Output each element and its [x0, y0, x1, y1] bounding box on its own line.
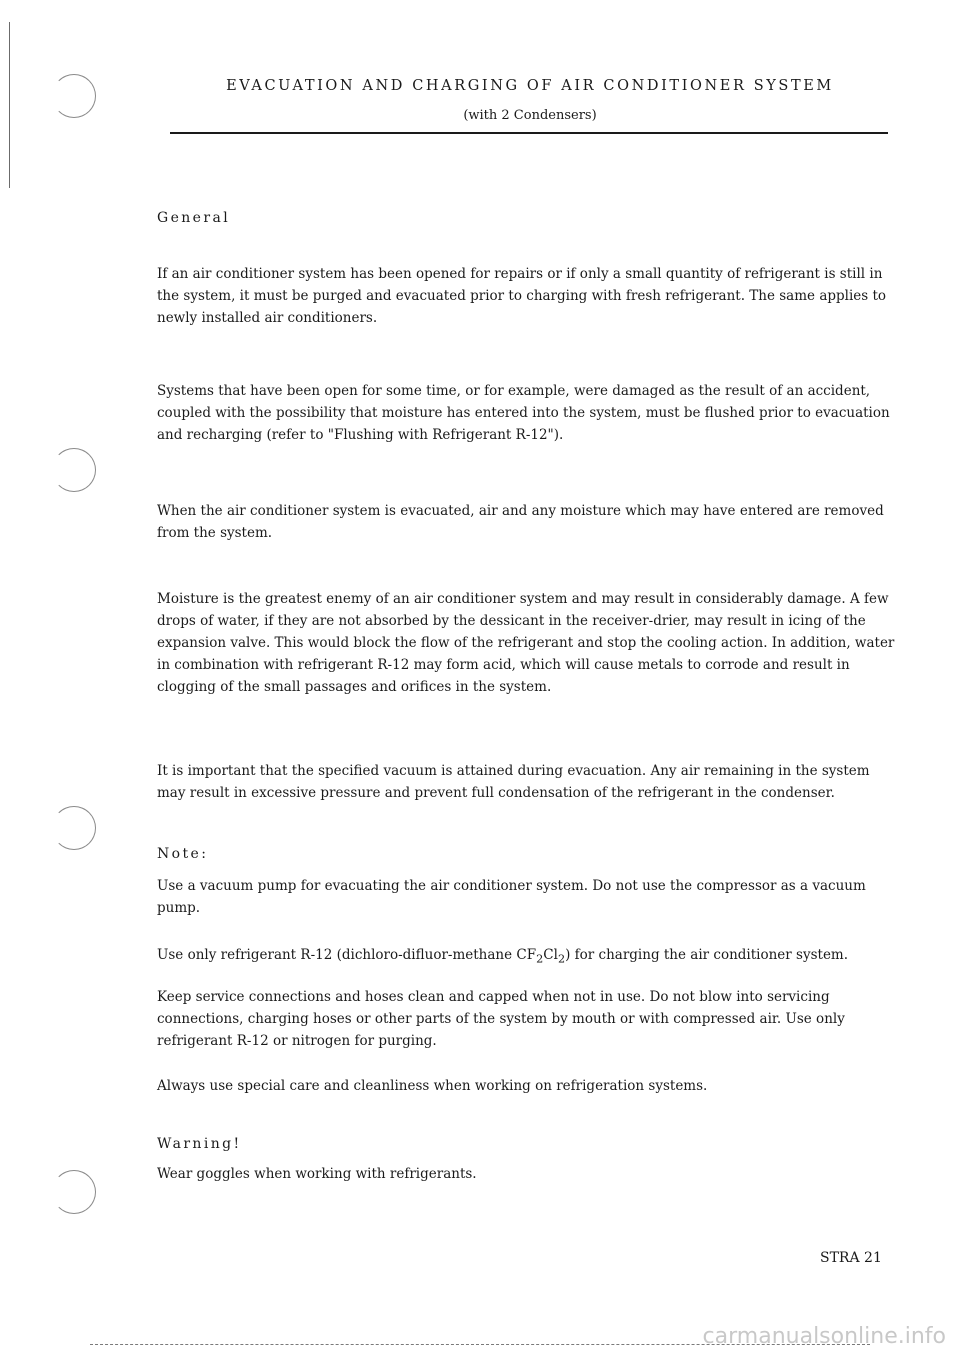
note-refrigerant-text: ) for charging the air conditioner system.: [565, 947, 849, 963]
formula-subscript: 2: [536, 952, 544, 966]
formula-subscript: 2: [557, 952, 566, 966]
title-underline: [170, 132, 888, 134]
section-heading-warning: Warning!: [157, 1136, 242, 1152]
paragraph-moisture: Moisture is the greatest enemy of an air conditioner system and may result in considerably damage. A few drops of water, if they are not absorbed by the dessicant in the receiver-drier, may result in icing of the expansion valve. This would block the flow of the refrigerant and stop the cooling action. In addition, water in combination with refrigerant R-12 may form acid, which will cause metals to corrode and result in clogging of the small passages and orifices in the system.: [157, 591, 895, 695]
formula-text: Cl: [543, 947, 558, 963]
punch-hole-icon: [52, 1170, 96, 1214]
punch-hole-icon: [52, 448, 96, 492]
section-heading-general: General: [157, 210, 231, 226]
paragraph-evacuation: When the air conditioner system is evacuated, air and any moisture which may have entered are removed from the system.: [157, 503, 884, 541]
site-watermark: carmanualsonline.info: [702, 1324, 946, 1349]
page-subtitle: (with 2 Condensers): [463, 108, 597, 123]
paragraph-vacuum: It is important that the specified vacuum is attained during evacuation. Any air remaining in the system may result in excessive pressure and prevent full condensation of the refrigerant in the condenser.: [157, 763, 870, 801]
warning-goggles: Wear goggles when working with refrigerants.: [157, 1166, 477, 1182]
binder-margin-line: [9, 22, 10, 188]
page-code: STRA 21: [820, 1250, 882, 1266]
note-service-connections: Keep service connections and hoses clean and capped when not in use. Do not blow into servicing connections, charging hoses or other parts of the system by mouth or with compressed air. Use only refrigerant R-12 or nitrogen for purging.: [157, 989, 845, 1049]
note-refrigerant-text: Use only refrigerant R-12 (dichloro-difluor-methane CF: [157, 947, 537, 963]
note-cleanliness: Always use special care and cleanliness when working on refrigeration systems.: [157, 1078, 708, 1094]
paragraph-flushing: Systems that have been open for some time, or for example, were damaged as the result of an accident, coupled with the possibility that moisture has entered into the system, must be flushed prior to evacuation and recharging (refer to "Flushing with Refrigerant R-12").: [157, 383, 890, 443]
note-refrigerant-type: [157, 944, 897, 971]
punch-hole-icon: [52, 74, 96, 118]
section-heading-note: Note:: [157, 846, 209, 862]
note-vacuum-pump: Use a vacuum pump for evacuating the air conditioner system. Do not use the compressor as a vacuum pump.: [157, 878, 866, 916]
paragraph-purge: If an air conditioner system has been opened for repairs or if only a small quantity of refrigerant is still in the system, it must be purged and evacuated prior to charging with fresh refrigerant. The same applies to newly installed air conditioners.: [157, 266, 887, 326]
page-title: EVACUATION AND CHARGING OF AIR CONDITIONER SYSTEM: [226, 78, 834, 94]
punch-hole-icon: [52, 806, 96, 850]
